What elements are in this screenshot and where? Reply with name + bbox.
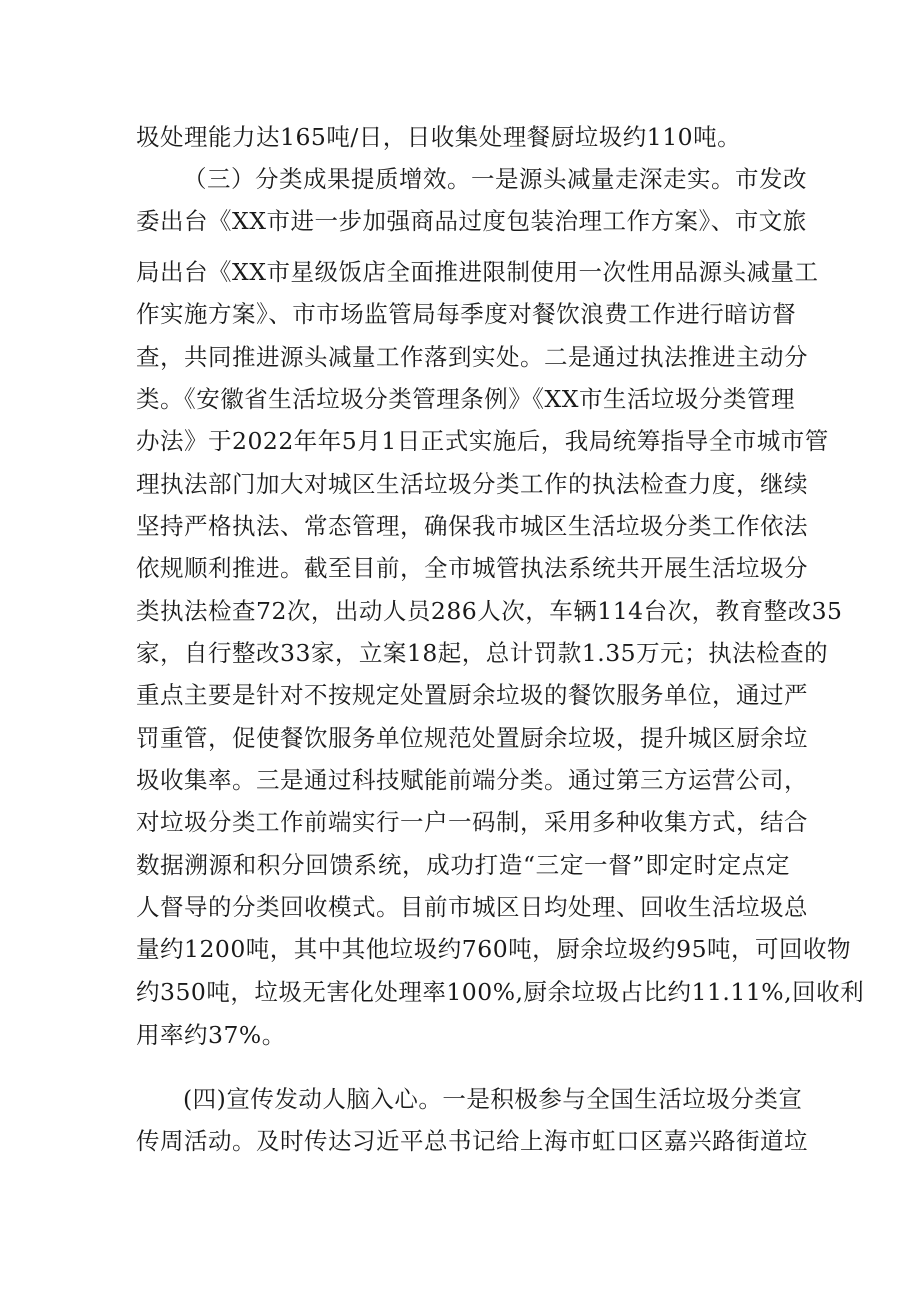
- paragraph-line: 家，自行整改33家，立案18起，总计罚款1.35万元；执法检查的: [136, 639, 829, 667]
- paragraph-line: 类。《安徽省生活垃圾分类管理条例》《XX市生活垃圾分类管理: [136, 385, 795, 413]
- paragraph-line: 人督导的分类回收模式。目前市城区日均处理、回收生活垃圾总: [136, 893, 808, 921]
- paragraph-line: 办法》于2022年年5月1日正式实施后，我局统筹指导全市城市管: [136, 427, 829, 455]
- paragraph-line: 对垃圾分类工作前端实行一户一码制，采用多种收集方式，结合: [136, 808, 808, 836]
- paragraph-line: 量约1200吨，其中其他垃圾约760吨，厨余垃圾约95吨，可回收物: [136, 935, 852, 963]
- section-heading-line: (四)宣传发动人脑入心。一是积极参与全国生活垃圾分类宣: [183, 1085, 803, 1113]
- paragraph-line: 传周活动。及时传达习近平总书记给上海市虹口区嘉兴路街道垃: [136, 1127, 808, 1155]
- paragraph-line: 作实施方案》、市市场监管局每季度对餐饮浪费工作进行暗访督: [136, 300, 797, 328]
- paragraph-line: 委出台《XX市进一步加强商品过度包装治理工作方案》、市文旅: [136, 207, 807, 235]
- paragraph-line: 局出台《XX市星级饭店全面推进限制使用一次性用品源头减量工: [136, 258, 819, 286]
- paragraph-line: 数据溯源和积分回馈系统，成功打造“三定一督”即定时定点定: [136, 851, 790, 879]
- paragraph-line: 用率约37%。: [136, 1021, 286, 1049]
- paragraph-line: 罚重管，促使餐饮服务单位规范处置厨余垃圾，提升城区厨余垃: [136, 724, 808, 752]
- paragraph-line: 依规顺利推进。截至目前，全市城管执法系统共开展生活垃圾分: [136, 554, 808, 582]
- paragraph-line: 圾处理能力达165吨/日，日收集处理餐厨垃圾约110吨。: [136, 123, 742, 151]
- paragraph-line: 查，共同推进源头减量工作落到实处。二是通过执法推进主动分: [136, 343, 808, 371]
- paragraph-line: 坚持严格执法、常态管理，确保我市城区生活垃圾分类工作依法: [136, 512, 808, 540]
- paragraph-line: 重点主要是针对不按规定处置厨余垃圾的餐饮服务单位，通过严: [136, 681, 808, 709]
- paragraph-line: 类执法检查72次，出动人员286人次，车辆114台次，教育整改35: [136, 597, 843, 625]
- paragraph-line: 圾收集率。三是通过科技赋能前端分类。通过第三方运营公司，: [136, 766, 808, 794]
- paragraph-line: 约350吨，垃圾无害化处理率100%,厨余垃圾占比约11.11%,回收利: [136, 978, 865, 1006]
- paragraph-line: 理执法部门加大对城区生活垃圾分类工作的执法检查力度，继续: [136, 470, 808, 498]
- section-heading-line: （三）分类成果提质增效。一是源头减量走深走实。市发改: [183, 165, 807, 193]
